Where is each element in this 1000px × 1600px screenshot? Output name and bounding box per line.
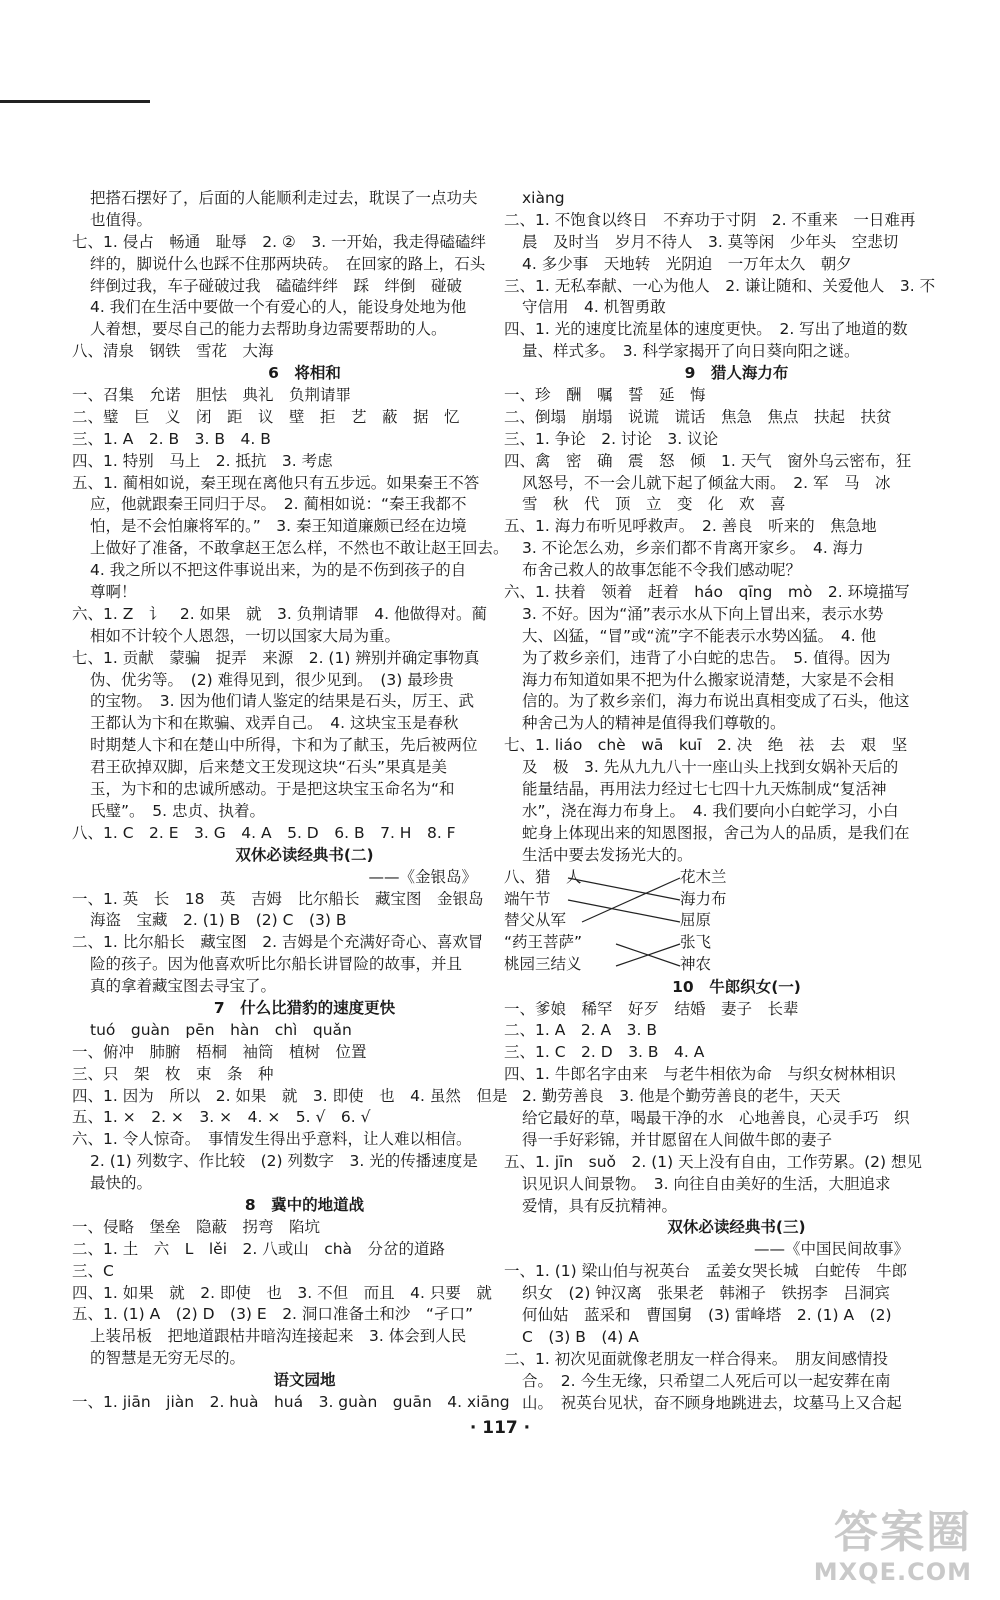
left-column [72,188,537,1414]
answer-line: 种舍己为人的精神是值得我们尊敬的。 [522,714,786,733]
answer-line: 四、1. 如果 就 2. 即使 也 3. 不但 而且 4. 只要 就 [72,1283,492,1302]
answer-line: 4. 多少事 天地转 光阴迫 一万年太久 朝夕 [522,254,852,273]
answer-line: 蛇身上体现出来的知恩图报，舍己为人的品质，是我们在 [522,823,910,842]
answer-line: 得一手好彩锦，并甘愿留在人间做牛郎的妻子 [522,1130,833,1149]
answer-line: 六、1. 扶着 领着 赶着 háo qīng mò 2. 环境描写 [504,583,910,602]
answer-line: 四、1. 特别 马上 2. 抵抗 3. 考虑 [72,451,333,470]
answer-line: 布舍己救人的故事怎能不令我们感动呢？ [522,561,802,580]
matching-right-item: 神农 [680,955,712,974]
answer-line: 最快的。 [90,1174,153,1193]
matching-right-item: 海力布 [680,889,727,908]
answer-line: 4. 我之所以不把这件事说出来，为的是不伤到孩子的自 [90,561,467,580]
answer-line: 的智慧是无穷无尽的。 [90,1349,246,1368]
answer-line: 爱情，具有反抗精神。 [522,1196,678,1215]
section-heading: 双休必读经典书(二) [235,845,374,864]
watermark-url: MXQE.COM [813,1558,972,1586]
answer-line: 二、1. 土 六 L lěi 2. 八或山 chà 分岔的道路 [72,1239,446,1258]
answer-line: 一、侵略 堡垒 隐蔽 拐弯 陷坑 [72,1217,321,1236]
answer-line: 二、1. 初次见面就像老朋友一样合得来。 朋友间感情投 [504,1349,888,1368]
answer-line: 4. 我们在生活中要做一个有爱心的人，能设身处地为他 [90,298,467,317]
answer-line: 应，他就跟秦王同归于尽。 2. 蔺相如说：“秦王我都不 [90,495,467,514]
right-column-top [504,188,969,867]
matching-prefix: 八、 [504,867,536,886]
answer-line: 五、1. jīn suǒ 2. (1) 天上没有自由，工作劳累。(2) 想见 [504,1152,923,1171]
answer-line: 尊啊！ [90,583,137,602]
answer-line: 二、1. 比尔船长 藏宝图 2. 吉姆是个充满好奇心、喜欢冒 [72,933,484,952]
section-heading: 8 冀中的地道战 [244,1195,365,1214]
answer-line: 氏璧”。 5. 忠贞、执着。 [90,801,265,820]
answer-line: 四、1. 光的速度比流星体的速度更快。 2. 写出了地道的数 [504,320,908,339]
answer-line: 绊的，脚说什么也踩不住那两块砖。 在回家的路上，石头 [90,254,486,273]
answer-line: 七、1. 侵占 畅通 耻辱 2. ② 3. 一开始，我走得磕磕绊 [72,232,487,251]
matching-left-item: 桃园三结义 [504,955,582,974]
answer-line: 识见识人间景物。 3. 向往自由美好的生活，大胆追求 [522,1174,891,1193]
answer-line: 八、1. C 2. E 3. G 4. A 5. D 6. B 7. H 8. F [72,823,456,842]
answer-line: 信的。为了救乡亲们，海力布说出真相变成了石头，他这 [522,692,910,711]
answer-line: 何仙姑 蓝采和 曹国舅 (3) 雷峰塔 2. (1) A (2) [522,1305,892,1324]
answer-line: 上装吊板 把地道跟枯井暗沟连接起来 3. 体会到人民 [90,1327,467,1346]
section-heading: 9 猎人海力布 [684,364,789,383]
answer-line: 绊倒过我，车子碰破过我 磕磕绊绊 踩 绊倒 碰破 [90,276,463,295]
answer-line: 2. 勤劳善良 3. 他是个勤劳善良的老牛，天天 [522,1087,841,1106]
matching-left-item: 替父从军 [504,911,567,930]
answer-line: 的宝物。 3. 因为他们请人鉴定的结果是石头，厉王、武 [90,692,474,711]
answer-line: 一、爹娘 稀罕 好歹 结婚 妻子 长辈 [504,999,799,1018]
answer-line: 海盗 宝藏 2. (1) B (2) C (3) B [90,911,347,930]
answer-line: 相如不计较个人恩怨，一切以国家大局为重。 [90,626,401,645]
answer-line: 三、1. A 2. B 3. B 4. B [72,429,271,448]
answer-line: 四、禽 密 确 震 怒 倾 1. 天气 窗外乌云密布，狂 [504,451,912,470]
answer-line: 七、1. liáo chè wā kuī 2. 决 绝 祛 去 艰 坚 [504,736,908,755]
matching-left-item: “药王菩萨” [504,933,583,952]
answer-line: 及 极 3. 先从九九八十一座山头上找到女娲补天后的 [522,758,899,777]
answer-line: 人着想，要尽自己的能力去帮助身边需要帮助的人。 [90,320,447,339]
answer-line: 一、1. jiān jiàn 2. huà huá 3. guàn guān 4. xiāng [72,1392,510,1411]
answer-line: 险的孩子。因为他喜欢听比尔船长讲冒险的故事，并且 [90,955,463,974]
right-column-bottom [504,977,969,1415]
answer-line: C (3) B (4) A [522,1327,639,1346]
top-rule [0,100,150,103]
answer-line: 王都认为卞和在欺骗、戏弄自己。 4. 这块宝玉是春秋 [90,714,459,733]
answer-line: 晨 及时当 岁月不待人 3. 莫等闲 少年头 空悲切 [522,232,899,251]
section-heading: 10 牛郎织女(一) [672,977,801,996]
answer-line: 四、1. 因为 所以 2. 如果 就 3. 即使 也 4. 虽然 但是 [72,1086,508,1105]
section-heading: 语文园地 [273,1371,336,1390]
answer-line: 怕，是不会怕廉将军的。” 3. 秦王知道廉颇已经在边境 [90,517,467,536]
answer-line: 一、召集 允诺 胆怯 典礼 负荆请罪 [72,386,352,405]
answer-line: 六、1. 令人惊奇。 事情发生得出乎意料，让人难以相信。 [72,1130,472,1149]
answer-line: 时期楚人卞和在楚山中所得，卞和为了献玉，先后被两位 [90,736,478,755]
answer-line: tuó guàn pēn hàn chì quǎn [90,1020,352,1039]
answer-line: 为了救乡亲们，违背了小白蛇的忠告。 5. 值得。因为 [522,648,891,667]
answer-line: 六、1. Z 讠 2. 如果 就 3. 负荆请罪 4. 他做得对。蔺 [72,604,487,623]
answer-line: 五、1. 蔺相如说，秦王现在离他只有五步远。如果秦王不答 [72,473,480,492]
answer-line: 二、1. A 2. A 3. B [504,1021,657,1040]
section-heading: 双休必读经典书(三) [667,1218,806,1237]
answer-line: 也值得。 [90,210,153,229]
answer-line: 守信用 4. 机智勇敢 [522,298,666,317]
answer-line: 水”，浇在海力布身上。 4. 我们要向小白蛇学习，小白 [522,801,899,820]
answer-line: 3. 不好。因为“涌”表示水从下向上冒出来，表示水势 [522,604,884,623]
section-heading: 6 将相和 [268,364,341,383]
right-column [504,188,969,1414]
answer-line: 二、1. 不饱食以终日 不弃功于寸阴 2. 不重来 一日难再 [504,210,916,229]
answer-line: 雪 秋 代 顶 立 变 化 欢 喜 [522,495,786,514]
source-title: ——《金银岛》 [368,867,477,886]
matching-right-item: 屈原 [680,911,712,930]
answer-line: 一、俯冲 肺腑 梧桐 袖筒 植树 位置 [72,1042,367,1061]
matching-exercise [504,867,969,977]
answer-line: xiàng [522,189,565,207]
answer-line: 五、1. (1) A (2) D (3) E 2. 洞口准备土和沙 “孑口” [72,1305,473,1324]
answer-line: 君王砍掉双脚，后来楚文王发现这块“石头”果真是美 [90,758,448,777]
answer-line: 三、1. C 2. D 3. B 4. A [504,1043,705,1062]
answer-line: 二、璧 巨 义 闭 距 议 壁 拒 艺 蔽 据 忆 [72,407,460,426]
watermark-logo [814,1508,972,1586]
answer-line: 大、凶猛，“冒”或“流”字不能表示水势凶猛。 4. 他 [522,626,877,645]
answer-line: 给它最好的草，喝最干净的水 心地善良，心灵手巧 织 [522,1108,910,1127]
answer-line: 山。 祝英台见状，奋不顾身地跳进去，坟墓马上又合起 [522,1393,902,1412]
answer-line: 一、珍 酬 嘱 誓 延 悔 [504,386,706,405]
answer-line: 真的拿着藏宝图去寻宝了。 [90,977,277,996]
answer-line: 五、1. 海力布听见呼救声。 2. 善良 听来的 焦急地 [504,517,877,536]
matching-right-item: 花木兰 [680,867,727,886]
page-number: · 117 · [469,1418,531,1438]
answer-line: 伪、优劣等。 (2) 难得见到，很少见到。 (3) 最珍贵 [90,670,454,689]
watermark-title: 答案圈 [834,1507,972,1558]
answer-line: 三、C [72,1261,114,1280]
section-heading: 7 什么比猎豹的速度更快 [213,998,396,1017]
answer-line: 合。 2. 今生无缘，只希望二人死后可以一起安葬在南 [522,1371,891,1390]
answer-line: 织女 (2) 钟汉离 张果老 韩湘子 铁拐李 吕洞宾 [522,1284,890,1303]
answer-line: 能量结晶，再用法力经过七七四十九天炼制成“复活神 [522,780,887,799]
answer-line: 3. 不论怎么劝，乡亲们都不肯离开家乡。 4. 海力 [522,539,864,558]
answer-line: 三、1. 争论 2. 讨论 3. 议论 [504,429,719,448]
answer-line: 一、1. (1) 梁山伯与祝英台 孟姜女哭长城 白蛇传 牛郎 [504,1262,908,1281]
answer-line: 三、1. 无私奉献、一心为他人 2. 谦让随和、关爱他人 3. 不 [504,276,936,295]
answer-line: 八、清泉 钢铁 雪花 大海 [72,342,274,361]
answer-line: 玉，为卞和的忠诚所感动。于是把这块宝玉命名为“和 [90,780,455,799]
answer-line: 四、1. 牛郎名字由来 与老牛相依为命 与织女树林相识 [504,1065,896,1084]
matching-left-item: 端午节 [504,889,551,908]
source-title: ——《中国民间故事》 [753,1240,909,1259]
answer-line: 七、1. 贡献 蒙骗 捉弄 来源 2. (1) 辨别并确定事物真 [72,648,480,667]
matching-left-item: 猎 人 [535,867,582,886]
answer-line: 海力布知道如果不把为什么搬家说清楚，大家是不会相 [522,670,895,689]
answer-line: 生活中要去发扬光大的。 [522,845,693,864]
answer-line: 把搭石摆好了，后面的人能顺利走过去，耽误了一点功夫 [90,189,478,207]
matching-right-item: 张飞 [680,933,712,952]
answer-line: 量、样式多。 3. 科学家揭开了向日葵向阳之谜。 [522,342,860,361]
answer-line: 上做好了准备，不敢拿赵王怎么样，不然也不敢让赵王回去。 [90,539,509,558]
answer-line: 2. (1) 列数字、作比较 (2) 列数字 3. 光的传播速度是 [90,1152,478,1171]
answer-line: 五、1. × 2. × 3. × 4. × 5. √ 6. √ [72,1108,371,1127]
answer-line: 二、倒塌 崩塌 说谎 谎话 焦急 焦点 扶起 扶贫 [504,407,892,426]
answer-line: 三、只 架 枚 束 条 种 [72,1064,274,1083]
answer-line: 一、1. 英 长 18 英 吉姆 比尔船长 藏宝图 金银岛 [72,889,484,908]
matching-lines [504,867,804,977]
answer-line: 风怒号，不一会儿就下起了倾盆大雨。 2. 军 马 冰 [522,473,891,492]
